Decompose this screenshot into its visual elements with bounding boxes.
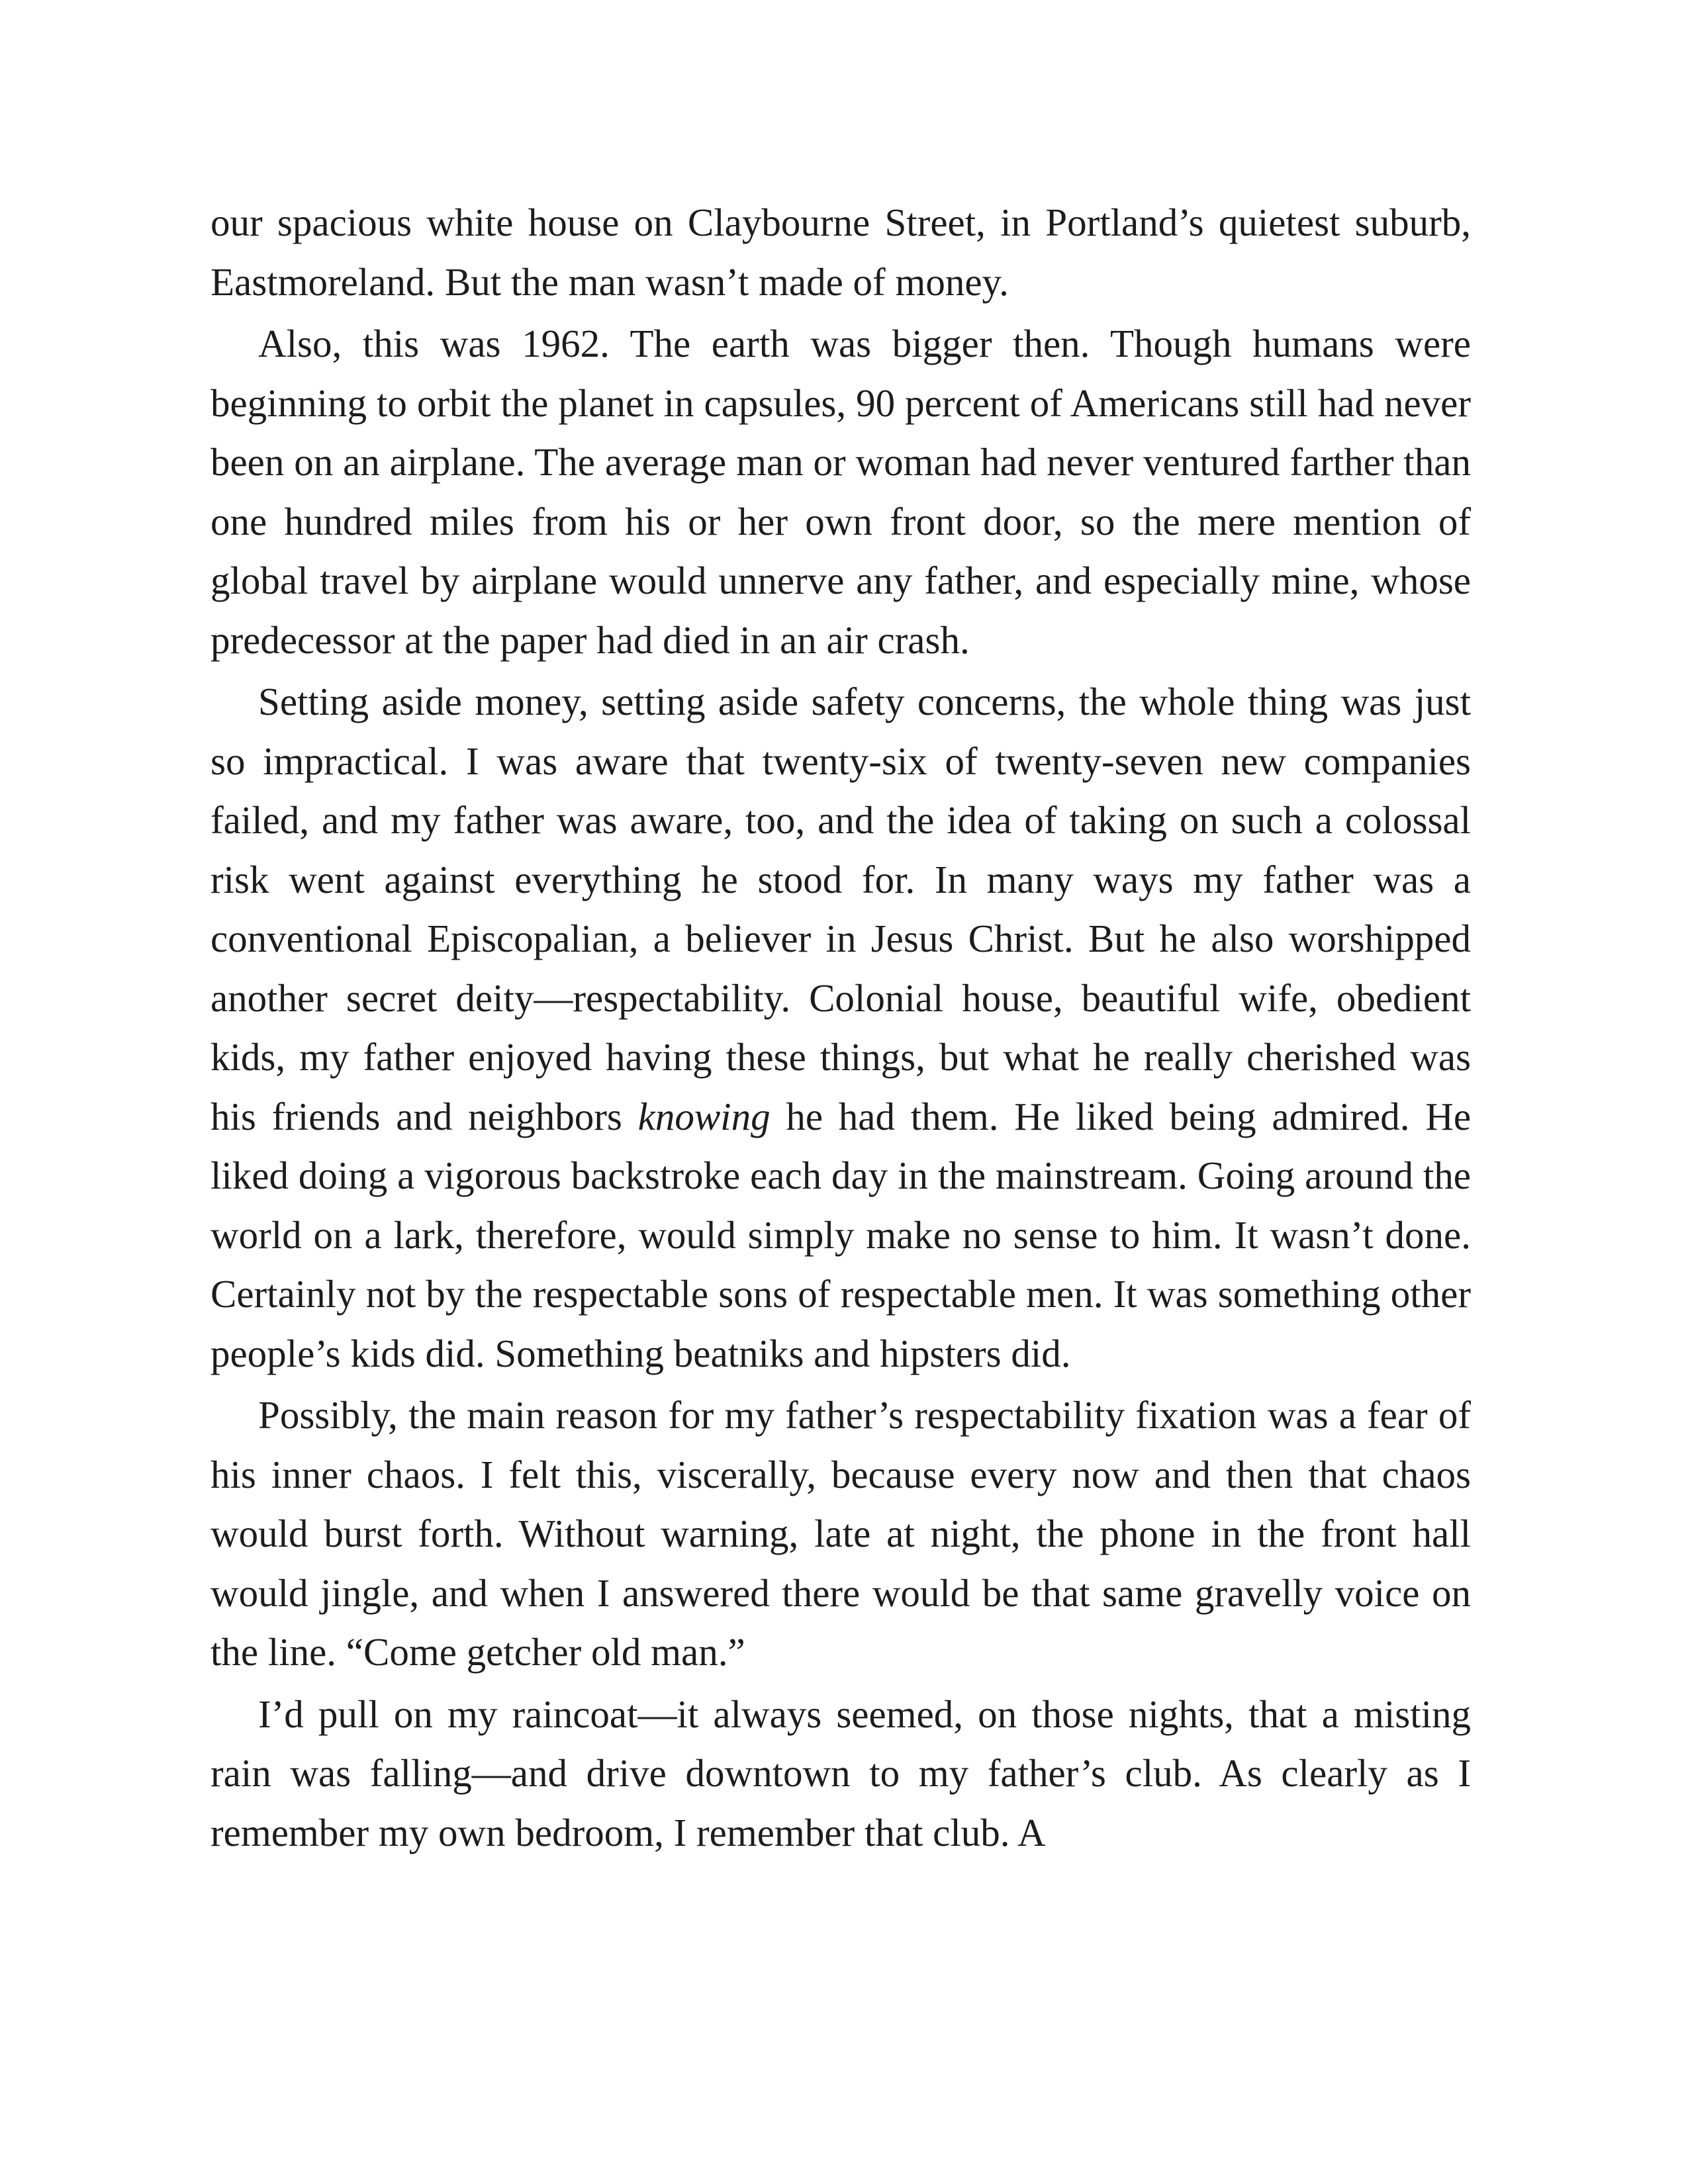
paragraph-1: [211, 193, 1471, 312]
paragraph-3-emphasis: knowing: [637, 1094, 771, 1138]
paragraph-3-text-after: he had them. He liked being admired. He liked doing a vigorous backstroke each day in the mainstream. Going around the world on a lark, therefore, would simply make no sense to him. It wasn’t done. Certainly not by the respectable sons of respectable men. It was something other people’s kids did. Something beatniks and hipsters did.: [211, 1094, 1472, 1375]
paragraph-5-text: I’d pull on my raincoat—it always seemed, on those nights, that a misting rain was falling—and drive downtown to my father’s club. As clearly as I remember my own bedroom, I remember that club. A: [211, 1692, 1471, 1854]
paragraph-3-text-before: Setting aside money, setting aside safety concerns, the whole thing was just so impractical. I was aware that twenty-six of twenty-seven new companies failed, and my father was aware, too, and the idea of taking on such a colossal risk went against everything he stood for. In many ways my father was a conventional Episcopalian, a believer in Jesus Christ. But he also worshipped another secret deity—respectability. Colonial house, beautiful wife, obedient kids, my father enjoyed having these things, but what he really cherished was his friends and neighbors: [211, 680, 1471, 1138]
paragraph-5: [211, 1685, 1471, 1863]
paragraph-3: [211, 672, 1471, 1383]
paragraph-1-text: our spacious white house on Claybourne Street, in Portland’s quietest suburb, Eastmoreland. But the man wasn’t made of money.: [211, 201, 1471, 304]
paragraph-4: [211, 1386, 1471, 1682]
book-page-body: [211, 193, 1471, 1865]
paragraph-2-text: Also, this was 1962. The earth was bigger then. Though humans were beginning to orbit the planet in capsules, 90 percent of Americans still had never been on an airplane. The average man or woman had never ventured farther than one hundred miles from his or her own front door, so the mere mention of global travel by airplane would unnerve any father, and especially mine, whose predecessor at the paper had died in an air crash.: [211, 322, 1471, 662]
paragraph-2: [211, 314, 1471, 670]
paragraph-4-text: Possibly, the main reason for my father’s respectability fixation was a fear of his inner chaos. I felt this, viscerally, because every now and then that chaos would burst forth. Without warning, late at night, the phone in the front hall would jingle, and when I answered there would be that same gravelly voice on the line. “Come getcher old man.”: [211, 1393, 1471, 1674]
